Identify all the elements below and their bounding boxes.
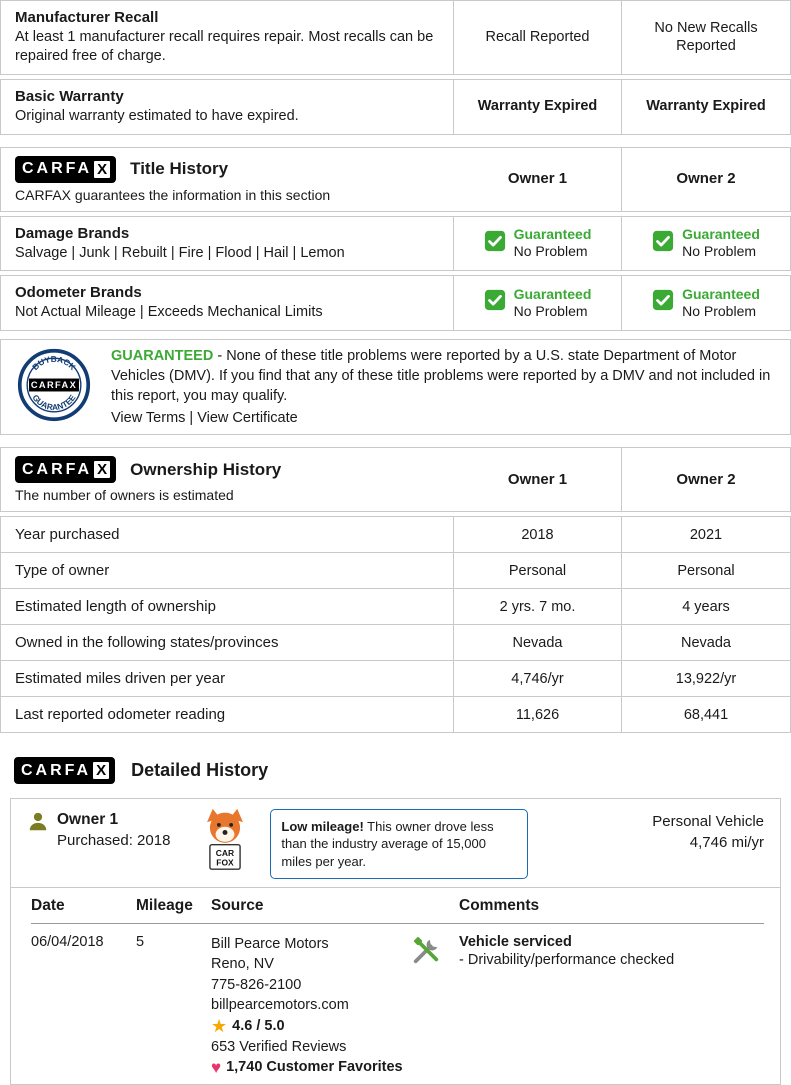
guarantee-text [111, 346, 774, 428]
owner2-column-header: Owner 2 [676, 470, 736, 488]
row-label: Year purchased [1, 517, 454, 552]
carfax-logo-text: CARFA [22, 160, 93, 178]
row-title: Manufacturer Recall [15, 9, 159, 26]
guaranteed-badge [652, 286, 760, 321]
owner1-odometer-status [454, 276, 622, 330]
source-phone: 775-826-2100 [211, 976, 302, 993]
source-website-link[interactable]: billpearcemotors.com [211, 997, 349, 1014]
owner2-value: Nevada [681, 634, 731, 651]
check-icon [484, 289, 506, 317]
carfax-logo [14, 757, 115, 784]
record-mileage: 5 [136, 933, 145, 950]
row-label: Type of owner [1, 553, 454, 588]
manufacturer-recall-row [0, 0, 791, 75]
row-description: Not Actual Mileage | Exceeds Mechanical Limits [15, 304, 323, 321]
row-label: Estimated length of ownership [1, 589, 454, 624]
comment-detail: - Drivability/performance checked [459, 951, 675, 968]
rating-value: 4.6 / 5.0 [232, 1018, 285, 1034]
ownership-history-header [0, 447, 791, 512]
guaranteed-badge [484, 286, 592, 321]
row-title: Damage Brands [15, 224, 130, 242]
row-description: At least 1 manufacturer recall requires repair. Most recalls can be repaired free of charge. [15, 29, 434, 64]
carfax-logo-x: X [93, 160, 111, 179]
section-subtitle: The number of owners is estimated [15, 487, 234, 504]
owner1-column-header: Owner 1 [454, 448, 622, 511]
guaranteed-badge [652, 226, 760, 261]
damage-brands-row [0, 216, 791, 272]
owner1-warranty-status: Warranty Expired [454, 80, 622, 134]
owner2-column-header: Owner 2 [676, 170, 736, 188]
table-row [1, 696, 790, 732]
row-description: Salvage | Junk | Rebuilt | Fire | Flood | Hail | Lemon [15, 244, 345, 261]
badge-line2: No Problem [682, 303, 757, 320]
link-separator: | [185, 410, 198, 427]
table-row [1, 624, 790, 660]
carfax-logo-text: CARFA [21, 761, 92, 779]
check-icon [652, 289, 674, 317]
guaranteed-headline: GUARANTEED [111, 348, 214, 365]
customer-favorites [211, 1057, 411, 1078]
column-header-spacer [411, 897, 459, 915]
record-comments [459, 934, 764, 1078]
detailed-history-table [11, 888, 780, 1084]
low-mileage-callout [270, 809, 528, 878]
column-header-date: Date [31, 896, 65, 914]
title-history-header [0, 147, 791, 212]
seal-carfax-text: CARFAX [30, 380, 78, 391]
section-title: Ownership History [130, 459, 282, 479]
owner1-damage-status [454, 217, 622, 271]
owner2-value: 2021 [689, 526, 723, 543]
seal-bottom-text: GUARANTEE [30, 392, 78, 413]
row-label: Last reported odometer reading [1, 697, 454, 732]
carfax-logo-text: CARFA [22, 460, 93, 478]
record-source [211, 934, 411, 1078]
check-icon [484, 230, 506, 258]
owner1-value: 2 yrs. 7 mo. [454, 589, 622, 624]
row-description: Original warranty estimated to have expired. [15, 107, 299, 124]
owner1-recall-status: Recall Reported [454, 1, 622, 74]
callout-headline: Low mileage! [281, 819, 364, 835]
owner1-value: 4,746/yr [454, 661, 622, 696]
carfax-logo-x: X [93, 460, 111, 479]
badge-line2: No Problem [513, 243, 588, 260]
owner2-value: Personal [677, 562, 735, 579]
table-row [1, 517, 790, 552]
person-icon [27, 811, 49, 837]
row-title: Basic Warranty [15, 87, 124, 105]
owner2-odometer-status [622, 276, 790, 330]
column-header-comments: Comments [459, 896, 540, 914]
purchase-year: Purchased: 2018 [57, 832, 171, 850]
section-title: Detailed History [131, 760, 269, 781]
row-title: Odometer Brands [15, 284, 142, 302]
owner2-warranty-status: Warranty Expired [646, 98, 766, 115]
table-row [1, 552, 790, 588]
title-history-section [0, 147, 791, 332]
vehicle-type: Personal Vehicle [652, 813, 764, 831]
record-date: 06/04/2018 [31, 933, 104, 950]
seal-top-text: BUYBACK [30, 354, 78, 373]
owner2-value: 68,441 [683, 706, 729, 723]
owner1-value: 11,626 [454, 697, 622, 732]
heart-icon: ♥ [211, 1057, 222, 1077]
guaranteed-badge [484, 226, 592, 261]
table-row [1, 588, 790, 624]
owner-info [27, 809, 170, 849]
owner2-value: 13,922/yr [675, 670, 737, 687]
detailed-history-header [0, 757, 791, 784]
guarantee-links [111, 408, 774, 428]
carfax-logo [15, 156, 116, 183]
odometer-brands-row [0, 275, 791, 331]
badge-line2: No Problem [513, 303, 588, 320]
badge-line1: Guaranteed [513, 225, 592, 242]
service-tools-icon [411, 934, 459, 1078]
row-label: Owned in the following states/provinces [1, 625, 454, 660]
callout-text: This owner drove less than the industry average of 15,000 miles per year. [281, 819, 494, 869]
source-name: Bill Pearce Motors [211, 935, 329, 952]
star-icon: ★ [211, 1016, 228, 1037]
detailed-history-panel [10, 798, 781, 1085]
badge-line2: No Problem [682, 243, 757, 260]
owner-usage-summary [652, 809, 764, 853]
ownership-history-table [0, 516, 791, 733]
check-icon [652, 230, 674, 258]
carfax-fox-mascot-icon [196, 807, 254, 877]
section-subtitle: CARFAX guarantees the information in this section [15, 186, 331, 203]
owner2-damage-status [622, 217, 790, 271]
carfax-buyback-guarantee-seal-icon [17, 348, 91, 426]
badge-line1: Guaranteed [682, 285, 760, 302]
owner1-value: 2018 [454, 517, 622, 552]
history-record-row [31, 924, 764, 1084]
badge-line1: Guaranteed [513, 285, 592, 302]
owner1-column-header: Owner 1 [454, 148, 622, 211]
basic-warranty-row [0, 79, 791, 135]
badge-line1: Guaranteed [682, 225, 760, 242]
owner1-value: Personal [454, 553, 622, 588]
row-label: Estimated miles driven per year [1, 661, 454, 696]
section-title: Title History [130, 159, 229, 179]
table-header-row [31, 888, 764, 924]
source-city: Reno, NV [211, 956, 274, 973]
column-header-mileage: Mileage [136, 896, 193, 914]
owner-label: Owner 1 [57, 811, 119, 829]
ownership-history-section [0, 447, 791, 733]
owner2-value: 4 years [682, 598, 730, 615]
comment-title: Vehicle serviced [459, 933, 572, 950]
carfax-logo [15, 456, 116, 483]
owner1-banner [11, 799, 780, 887]
view-terms-link[interactable]: View Terms [111, 410, 186, 427]
verified-reviews: 653 Verified Reviews [211, 1038, 347, 1055]
favorites-value: 1,740 Customer Favorites [226, 1059, 403, 1076]
miles-per-year: 4,746 mi/yr [689, 834, 764, 852]
buyback-guarantee-banner [0, 339, 791, 435]
table-row [1, 660, 790, 696]
carfax-logo-x: X [92, 761, 110, 780]
mascot-sign-line1: CAR [216, 848, 235, 859]
owner2-recall-status: No New Recalls Reported [654, 19, 758, 55]
guarantee-body: - None of these title problems were reported by a U.S. state Department of Motor Vehicles (DMV). If you find that any of these title problems were reported by a DMV and not included in this report, you may qualify. [111, 348, 771, 405]
source-rating [211, 1016, 411, 1037]
mascot-sign-line2: FOX [216, 857, 235, 868]
column-header-source: Source [211, 896, 264, 914]
view-certificate-link[interactable]: View Certificate [197, 410, 298, 427]
owner1-value: Nevada [454, 625, 622, 660]
